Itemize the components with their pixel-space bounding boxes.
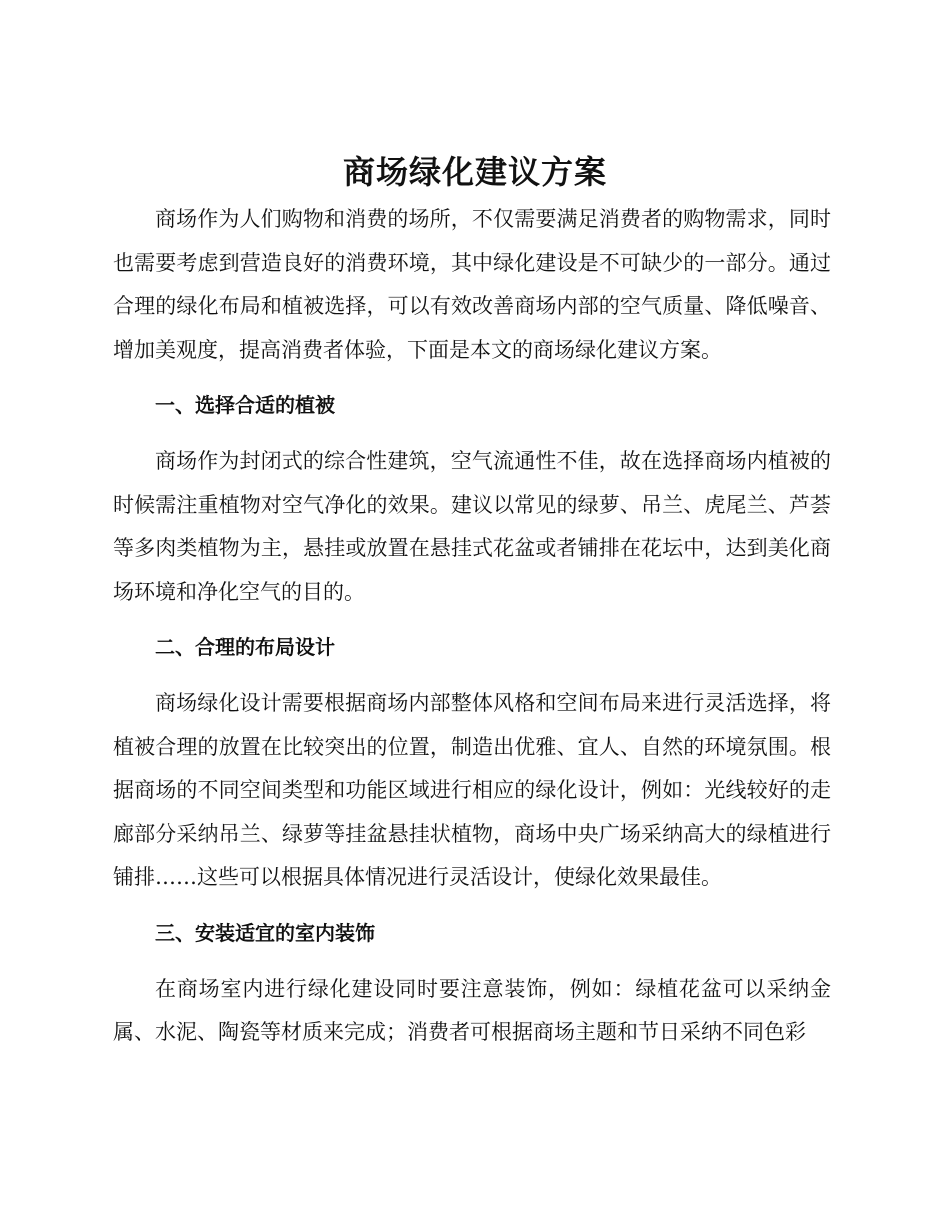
section-paragraph-plants: 商场作为封闭式的综合性建筑，空气流通性不佳，故在选择商场内植被的时候需注重植物对空气净化的效果。建议以常见的绿萝、吊兰、虎尾兰、芦荟等多肉类植物为主，悬挂或放置在悬挂式花盆或者铺排在花坛中，达到美化商场环境和净化空气的目的。 <box>113 449 831 604</box>
section-paragraph-decoration: 在商场室内进行绿化建设同时要注意装饰，例如：绿植花盆可以采纳金属、水泥、陶瓷等材质来完成；消费者可根据商场主题和节日采纳不同色彩 <box>113 976 831 1044</box>
intro-paragraph: 商场作为人们购物和消费的场所，不仅需要满足消费者的购物需求，同时也需要考虑到营造良好的消费环境，其中绿化建设是不可缺少的一部分。通过合理的绿化布局和植被选择，可以有效改善商场内部的空气质量、降低噪音、增加美观度，提高消费者体验，下面是本文的商场绿化建议方案。 <box>113 207 831 362</box>
document-body <box>113 198 831 1055</box>
document-title: 商场绿化建议方案 <box>342 153 607 191</box>
section-heading-layout: 二、合理的布局设计 <box>155 635 335 659</box>
section-heading-plants: 一、选择合适的植被 <box>155 393 335 417</box>
section-heading-decoration: 三、安装适宜的室内装饰 <box>155 920 375 945</box>
section-paragraph-layout: 商场绿化设计需要根据商场内部整体风格和空间布局来进行灵活选择，将植被合理的放置在比较突出的位置，制造出优雅、宜人、自然的环境氛围。根据商场的不同空间类型和功能区域进行相应的绿化设计，例如：光线较好的走廊部分采纳吊兰、绿萝等挂盆悬挂状植物，商场中央广场采纳高大的绿植进行铺排……这些可以根据具体情况进行灵活设计，使绿化效果最佳。 <box>113 691 831 889</box>
